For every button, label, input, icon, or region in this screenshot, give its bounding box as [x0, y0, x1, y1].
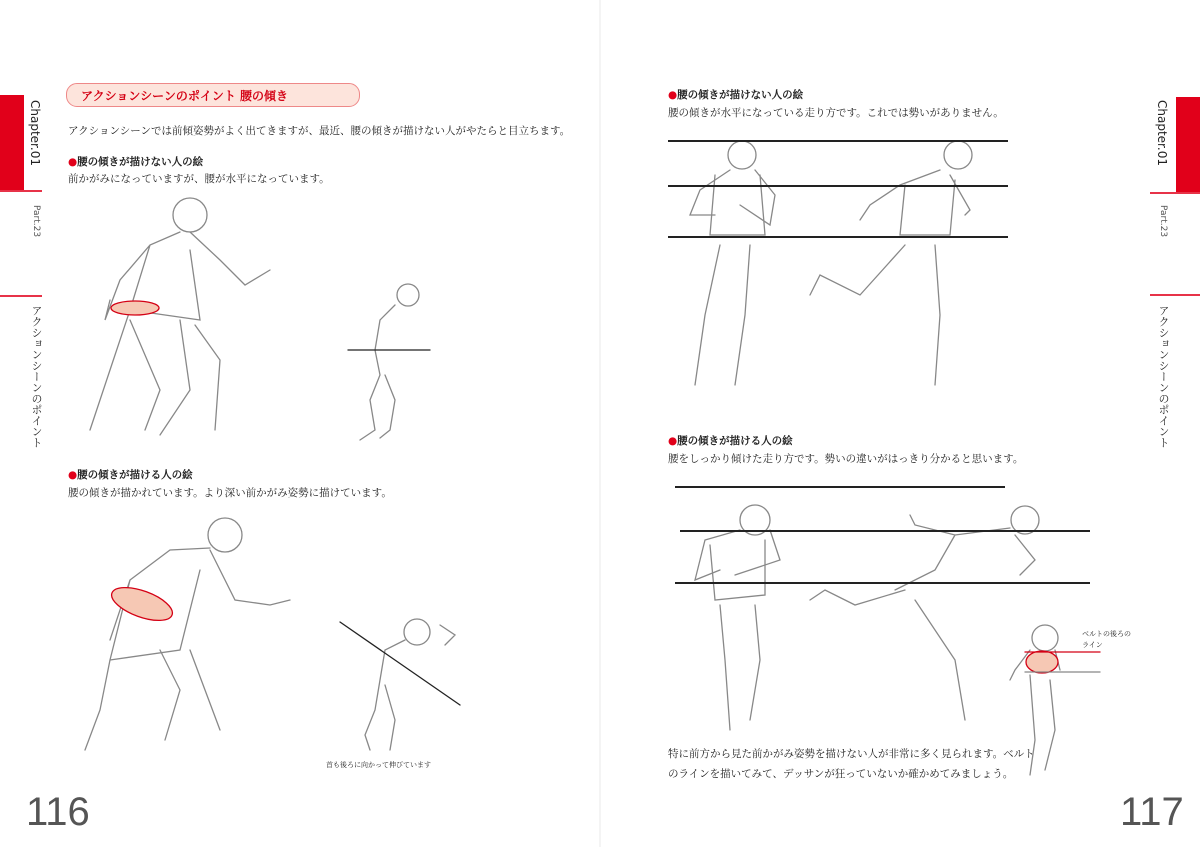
page-number-left: 116: [26, 790, 90, 834]
chapter-tab-left: [0, 95, 24, 190]
footer-text-2: のラインを描いてみて、デッサンが狂っていないか確かめてみましょう。: [668, 768, 1014, 780]
figures-good-run: [675, 490, 1015, 740]
divider-left-2: [0, 295, 42, 297]
divider-right-2: [1150, 294, 1200, 296]
mannequin-good: [335, 610, 465, 760]
figure-good-crouch: [70, 510, 300, 760]
neck-caption: 首も後ろに向かって伸びています: [326, 761, 431, 769]
figure-bad-crouch: [70, 190, 290, 450]
right-text-2: 腰をしっかり傾けた走り方です。勢いの違いがはっきり分かると思います。: [668, 453, 1024, 465]
part-label-right: Part.23: [1158, 205, 1168, 238]
right-text-1: 腰の傾きが水平になっている走り方です。これでは勢いがありません。: [668, 107, 1004, 119]
right-heading-1: ● 腰の傾きが描けない人の絵: [668, 87, 803, 102]
mannequin-bad: [340, 280, 440, 450]
chapter-label-right: Chapter.01: [1155, 100, 1169, 166]
left-heading-1: ● 腰の傾きが描けない人の絵: [68, 154, 203, 169]
guide-line: [668, 185, 1008, 187]
gutter: [599, 0, 601, 847]
guide-line: [680, 530, 1090, 532]
callout-line1: ベルトの後ろの: [1082, 630, 1131, 638]
part-label-left: Part.23: [31, 205, 41, 238]
right-heading-2: ● 腰の傾きが描ける人の絵: [668, 433, 793, 448]
chapter-tab-right: [1176, 97, 1200, 192]
page-title: アクションシーンのポイント 腰の傾き: [81, 89, 289, 103]
guide-line: [668, 236, 1008, 238]
divider-left-1: [0, 190, 42, 192]
guide-line: [675, 486, 1005, 488]
footer-text-1: 特に前方から見た前かがみ姿勢を描けない人が非常に多く見られます。ベルト: [668, 748, 1035, 760]
title-pill: [66, 83, 360, 107]
guide-line: [675, 582, 1090, 584]
page-number-right: 117: [1120, 790, 1184, 834]
figures-bad-run: [670, 135, 990, 405]
callout-line2: ライン: [1082, 641, 1103, 649]
divider-right-1: [1150, 192, 1200, 194]
left-text-1: 前かがみになっていますが、腰が水平になっています。: [68, 173, 330, 185]
guide-line: [668, 140, 1008, 142]
intro-text: アクションシーンでは前傾姿勢がよく出てきますが、最近、腰の傾きが描けない人がやたらと目立ちます。: [68, 125, 571, 137]
left-heading-2: ● 腰の傾きが描ける人の絵: [68, 467, 193, 482]
figure-belt-detail: [1000, 620, 1140, 780]
left-text-2: 腰の傾きが描かれています。より深い前かがみ姿勢に描けています。: [68, 487, 392, 499]
section-label-left: アクションシーンのポイント: [30, 305, 43, 448]
section-label-right: アクションシーンのポイント: [1157, 305, 1170, 448]
chapter-label-left: Chapter.01: [28, 100, 42, 166]
